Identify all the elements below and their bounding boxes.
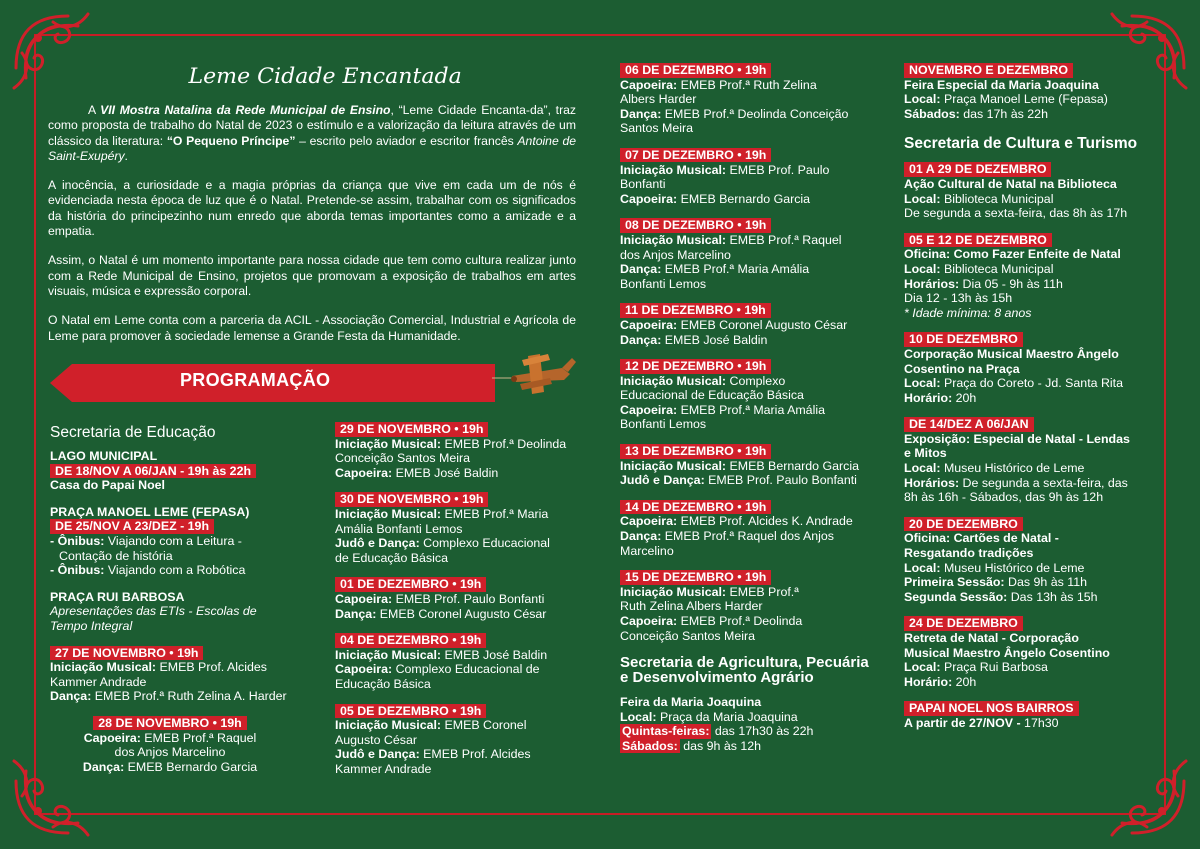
date-badge: 05 E 12 DE DEZEMBRO xyxy=(904,233,1052,248)
event-line: Judô e Dança: EMEB Prof. Alcides xyxy=(335,747,531,762)
date-badge: 24 DE DEZEMBRO xyxy=(904,616,1023,631)
date-tag xyxy=(904,701,1154,716)
event-line: Iniciação Musical: EMEB Bernardo Garcia xyxy=(620,458,859,473)
event-line: Bonfanti xyxy=(620,177,666,192)
event-line: Local: Museu Histórico de Leme xyxy=(904,560,1085,575)
event-line: Educacional de Educação Básica xyxy=(620,388,804,403)
event-line: Corporação Musical Maestro Ângelo xyxy=(904,346,1119,361)
event-line: De segunda a sexta-feira, das 8h às 17h xyxy=(904,206,1128,221)
date-tag xyxy=(335,577,575,592)
page-title: Leme Cidade Encantada xyxy=(188,64,462,88)
event-block xyxy=(335,577,575,621)
cultura-events xyxy=(904,162,1154,730)
event-line: Cosentino na Praça xyxy=(904,361,1020,376)
event-line: Contação de história xyxy=(59,548,173,563)
event-line: - Ônibus: Viajando com a Robótica xyxy=(50,563,246,578)
event-block xyxy=(50,716,290,774)
date-badge: 13 DE DEZEMBRO • 19h xyxy=(620,444,771,459)
event-block xyxy=(904,616,1154,689)
date-badge: 05 DE DEZEMBRO • 19h xyxy=(335,704,486,719)
intro-paragraph-2: A inocência, a curiosidade e a magia próprias da criança que vive em cada um de nós é evidenciada nesta época de luz que é o Natal. Pretende-se assim, trabalhar com os significados da história do principezinho num enredo que aborda temas importantes como a amizade e a empatia. xyxy=(48,178,576,239)
educacao-events xyxy=(50,449,290,774)
event-line: 8h às 16h - Sábados, das 9h às 12h xyxy=(904,490,1104,505)
date-badge: 20 DE DEZEMBRO xyxy=(904,517,1023,532)
event-line: Dia 12 - 13h às 15h xyxy=(904,291,1013,306)
feira-especial-block xyxy=(904,63,1154,121)
event-block xyxy=(904,517,1154,605)
event-line: Feira Especial da Maria Joaquina xyxy=(904,77,1099,92)
event-line: Local: Praça Manoel Leme (Fepasa) xyxy=(904,92,1108,107)
event-line: Iniciação Musical: EMEB Prof.ª Raquel xyxy=(620,232,842,247)
event-block xyxy=(50,646,290,704)
date-badge: 15 DE DEZEMBRO • 19h xyxy=(620,570,771,585)
event-block xyxy=(335,704,575,777)
event-line: A partir de 27/NOV - 17h30 xyxy=(904,715,1059,730)
column-events-3 xyxy=(620,63,870,754)
event-line: Apresentações das ETIs - Escolas de xyxy=(50,604,257,619)
date-tag xyxy=(904,63,1154,78)
event-block xyxy=(50,449,290,493)
intro-paragraph-1: A VII Mostra Natalina da Rede Municipal de Ensino, “Leme Cidade Encanta-da”, traz como proposta de trabalho do Natal de 2023 o estímulo e a valorização da leitura através de um clássico da literatura: “O Pequeno Príncipe” – escrito pelo aviador e escritor francês Antoine de Saint-Exupéry. xyxy=(48,103,576,163)
event-line: Horário: 20h xyxy=(904,674,977,689)
date-badge: 12 DE DEZEMBRO • 19h xyxy=(620,359,771,374)
date-tag xyxy=(620,148,870,163)
date-badge: 30 DE NOVEMBRO • 19h xyxy=(335,492,488,507)
event-block xyxy=(904,162,1154,220)
date-tag xyxy=(620,570,870,585)
date-tag xyxy=(620,303,870,318)
date-tag xyxy=(620,500,870,515)
intro-paragraph-4: O Natal em Leme conta com a parceria da ACIL - Associação Comercial, Industrial e Agrícola de Leme para promover à sociedade lemense a Grande Festa da Humanidade. xyxy=(48,313,576,343)
event-line: Dança: EMEB Prof.ª Deolinda Conceição xyxy=(620,106,849,121)
date-badge: NOVEMBRO E DEZEMBRO xyxy=(904,63,1073,78)
event-line: Local: Museu Histórico de Leme xyxy=(904,461,1085,476)
date-tag xyxy=(335,633,575,648)
section-title-educacao: Secretaria de Educação xyxy=(50,424,216,441)
event-block xyxy=(620,359,870,432)
event-line: Capoeira: EMEB Prof.ª Ruth Zelina xyxy=(620,77,817,92)
event-block xyxy=(904,417,1154,505)
date-badge: 10 DE DEZEMBRO xyxy=(904,332,1023,347)
event-line: Iniciação Musical: EMEB Prof.ª Deolinda xyxy=(335,436,567,451)
event-line: Amália Bonfanti Lemos xyxy=(335,521,463,536)
event-line: Dança: EMEB Coronel Augusto César xyxy=(335,606,547,621)
event-block xyxy=(620,444,870,488)
event-line: Oficina: Como Fazer Enfeite de Natal xyxy=(904,247,1121,262)
date-badge: 01 A 29 DE DEZEMBRO xyxy=(904,162,1051,177)
event-line: Dança: EMEB José Baldin xyxy=(620,332,768,347)
event-line: * Idade mínima: 8 anos xyxy=(904,305,1032,320)
event-line: dos Anjos Marcelino xyxy=(114,745,226,760)
event-line: Horário: 20h xyxy=(904,390,977,405)
column-cultura xyxy=(904,63,1154,743)
event-line: Capoeira: EMEB José Baldin xyxy=(335,465,499,480)
date-badge: PAPAI NOEL NOS BAIRROS xyxy=(904,701,1079,716)
date-tag xyxy=(620,218,870,233)
event-line: Iniciação Musical: Complexo xyxy=(620,373,786,388)
date-badge: DE 18/NOV A 06/JAN - 19h às 22h xyxy=(50,464,256,479)
date-tag xyxy=(620,63,870,78)
column-educacao xyxy=(50,424,290,786)
event-line: LAGO MUNICIPAL xyxy=(50,449,158,463)
date-badge: 14 DE DEZEMBRO • 19h xyxy=(620,500,771,515)
date-tag xyxy=(335,704,575,719)
date-tag xyxy=(904,616,1154,631)
section-title-agricultura: Secretaria de Agricultura, Pecuária e Desenvolvimento Agrário xyxy=(620,654,869,687)
event-line: Capoeira: EMEB Prof. Paulo Bonfanti xyxy=(335,591,545,606)
event-line: Resgatando tradições xyxy=(904,546,1034,561)
event-line: Judô e Dança: EMEB Prof. Paulo Bonfanti xyxy=(620,473,857,488)
event-block xyxy=(50,505,290,578)
event-block xyxy=(620,500,870,558)
event-line: Iniciação Musical: EMEB Prof. Paulo xyxy=(620,162,830,177)
events-list-3 xyxy=(620,63,870,643)
event-line: Capoeira: Complexo Educacional de xyxy=(335,662,540,677)
event-line: de Educação Básica xyxy=(335,550,448,565)
date-tag xyxy=(904,517,1154,532)
event-line: Marcelino xyxy=(620,543,674,558)
event-line: e Mitos xyxy=(904,446,947,461)
event-line: Local: Praça Rui Barbosa xyxy=(904,660,1048,675)
date-badge: 27 DE NOVEMBRO • 19h xyxy=(50,646,203,661)
event-line: Conceição Santos Meira xyxy=(335,451,470,466)
event-line: Capoeira: EMEB Prof.ª Deolinda xyxy=(620,614,803,628)
date-tag xyxy=(50,646,290,661)
intro-text xyxy=(48,103,576,358)
date-tag xyxy=(50,464,290,479)
date-tag xyxy=(335,492,575,507)
date-badge: 29 DE NOVEMBRO • 19h xyxy=(335,422,488,437)
date-tag xyxy=(620,444,870,459)
date-badge: 01 DE DEZEMBRO • 19h xyxy=(335,577,486,592)
event-block xyxy=(620,63,870,136)
date-badge: 07 DE DEZEMBRO • 19h xyxy=(620,148,771,163)
event-line: Sábados: das 17h às 22h xyxy=(904,106,1048,121)
event-block xyxy=(335,422,575,480)
event-line: Kammer Andrade xyxy=(335,761,432,776)
event-line: Bonfanti Lemos xyxy=(620,276,707,291)
date-tag xyxy=(335,422,575,437)
event-line: Dança: EMEB Prof.ª Maria Amália xyxy=(620,262,810,277)
event-block xyxy=(620,148,870,206)
date-tag xyxy=(904,417,1154,432)
event-line: Capoeira: EMEB Prof.ª Maria Amália xyxy=(620,402,825,417)
event-line: Educação Básica xyxy=(335,676,431,691)
event-line: Local: Praça do Coreto - Jd. Santa Rita xyxy=(904,376,1124,391)
event-line: PRAÇA RUI BARBOSA xyxy=(50,589,185,604)
event-line: Retreta de Natal - Corporação xyxy=(904,631,1079,645)
event-line: Tempo Integral xyxy=(50,618,133,633)
event-line: Ação Cultural de Natal na Biblioteca xyxy=(904,176,1117,191)
event-line: Iniciação Musical: EMEB José Baldin xyxy=(335,647,548,662)
event-line: Oficina: Cartões de Natal - xyxy=(904,531,1059,546)
date-badge: 11 DE DEZEMBRO • 19h xyxy=(620,303,771,318)
feira-sabados: Sábados: das 9h às 12h xyxy=(622,738,762,753)
event-line: Dança: EMEB Prof.ª Raquel dos Anjos xyxy=(620,529,834,544)
date-badge: 06 DE DEZEMBRO • 19h xyxy=(620,63,771,78)
event-line: Exposição: Especial de Natal - Lendas xyxy=(904,431,1130,446)
event-line: Musical Maestro Ângelo Cosentino xyxy=(904,645,1110,660)
event-line: Horários: Dia 05 - 9h às 11h xyxy=(904,276,1063,291)
event-line: Segunda Sessão: Das 13h às 15h xyxy=(904,589,1098,604)
date-badge: DE 14/DEZ A 06/JAN xyxy=(904,417,1034,432)
event-line: Kammer Andrade xyxy=(50,674,147,689)
event-line: Santos Meira xyxy=(620,121,694,136)
event-block xyxy=(620,303,870,347)
event-block xyxy=(904,332,1154,405)
ornament-top-left-icon xyxy=(8,8,103,103)
date-tag xyxy=(904,233,1154,248)
event-line: Capoeira: EMEB Coronel Augusto César xyxy=(620,317,848,332)
date-badge: 28 DE NOVEMBRO • 19h xyxy=(93,716,246,731)
column-events-2 xyxy=(335,422,575,788)
event-line: Conceição Santos Meira xyxy=(620,628,755,643)
event-block xyxy=(620,570,870,643)
event-line: Primeira Sessão: Das 9h às 11h xyxy=(904,575,1087,590)
feira-quintas: Quintas-feiras: das 17h30 às 22h xyxy=(622,724,814,739)
event-block xyxy=(335,492,575,565)
event-line: Dança: EMEB Prof.ª Ruth Zelina A. Harder xyxy=(50,689,287,704)
programacao-heading: PROGRAMAÇÃO xyxy=(180,370,331,390)
event-block xyxy=(904,233,1154,321)
date-tag xyxy=(50,716,290,731)
feira-local: Local: Praça da Maria Joaquina xyxy=(620,709,798,724)
event-line: - Ônibus: Viajando com a Leitura - xyxy=(50,533,242,548)
event-block xyxy=(620,218,870,291)
event-line: Ruth Zelina Albers Harder xyxy=(620,599,763,614)
event-line: Iniciação Musical: EMEB Prof.ª xyxy=(620,584,799,599)
event-block xyxy=(904,701,1154,730)
intro-paragraph-3: Assim, o Natal é um momento importante para nossa cidade que tem como cultura realizar junto com a Rede Municipal de Ensino, projetos que promovam a exposição de trabalhos em artes visuais, música e expressão corporal. xyxy=(48,253,576,298)
section-title-cultura: Secretaria de Cultura e Turismo xyxy=(904,135,1138,153)
event-line: Albers Harder xyxy=(620,92,697,107)
event-line: Augusto César xyxy=(335,732,417,747)
event-line: Local: Biblioteca Municipal xyxy=(904,261,1054,276)
event-line: Horários: De segunda a sexta-feira, das xyxy=(904,475,1128,490)
event-line: Capoeira: EMEB Prof.ª Raquel xyxy=(83,730,257,745)
event-line: Capoeira: EMEB Bernardo Garcia xyxy=(620,191,811,206)
date-badge: 04 DE DEZEMBRO • 19h xyxy=(335,633,486,648)
event-line: PRAÇA MANOEL LEME (FEPASA) xyxy=(50,504,250,519)
event-line: Bonfanti Lemos xyxy=(620,417,707,432)
date-tag xyxy=(904,332,1154,347)
event-line: Local: Biblioteca Municipal xyxy=(904,191,1054,206)
event-line: Capoeira: EMEB Prof. Alcides K. Andrade xyxy=(620,514,853,529)
airplane-icon xyxy=(492,348,578,404)
date-badge: 08 DE DEZEMBRO • 19h xyxy=(620,218,771,233)
date-tag xyxy=(620,359,870,374)
event-line: Iniciação Musical: EMEB Prof.ª Maria xyxy=(335,506,549,521)
date-tag xyxy=(50,519,290,534)
events-list-2 xyxy=(335,422,575,776)
event-block xyxy=(335,633,575,691)
event-line: Casa do Papai Noel xyxy=(50,478,165,493)
event-line: Judô e Dança: Complexo Educacional xyxy=(335,536,550,551)
feira-title: Feira da Maria Joaquina xyxy=(620,695,762,710)
event-line: Iniciação Musical: EMEB Prof. Alcides xyxy=(50,660,267,675)
event-line: Dança: EMEB Bernardo Garcia xyxy=(82,759,258,774)
event-block xyxy=(50,590,290,634)
event-line: Iniciação Musical: EMEB Coronel xyxy=(335,718,527,733)
date-tag xyxy=(904,162,1154,177)
ornament-bottom-right-icon xyxy=(1097,746,1192,841)
feira-block xyxy=(620,695,870,753)
date-badge: DE 25/NOV A 23/DEZ - 19h xyxy=(50,519,214,534)
event-line: dos Anjos Marcelino xyxy=(620,247,731,262)
